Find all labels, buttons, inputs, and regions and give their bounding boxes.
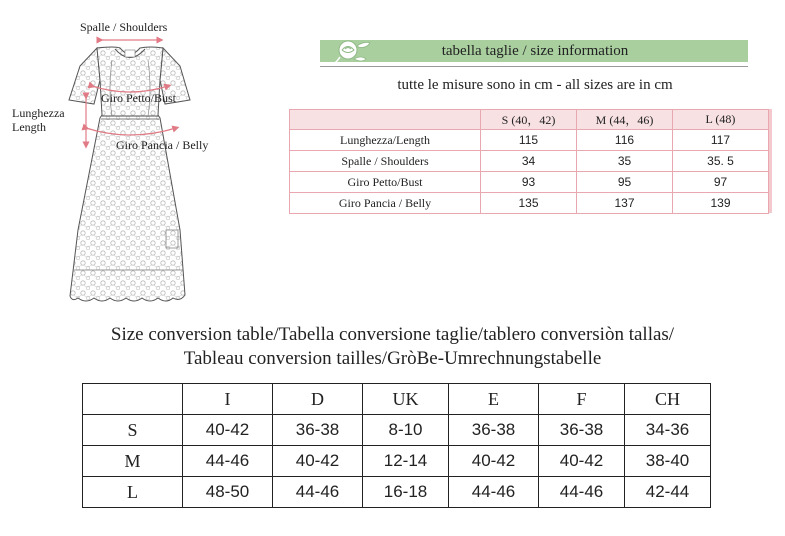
cell-value: 38-40 bbox=[625, 446, 711, 477]
table-row bbox=[290, 172, 769, 193]
col-header-ch: CH bbox=[625, 384, 711, 415]
label-bust: Giro Petto/Bust bbox=[101, 91, 177, 105]
table-corner bbox=[290, 110, 481, 130]
size-info-title: tabella taglie / size information bbox=[441, 43, 629, 59]
table-row bbox=[290, 151, 769, 172]
cell-value: 137 bbox=[577, 193, 673, 214]
cell-value: 44-46 bbox=[183, 446, 273, 477]
dress-illustration bbox=[0, 0, 260, 320]
cell-value: 48-50 bbox=[183, 477, 273, 508]
cell-value: 44-46 bbox=[273, 477, 363, 508]
table-row bbox=[83, 446, 711, 477]
cell-value: 35. 5 bbox=[673, 151, 769, 172]
cell-value: 16-18 bbox=[363, 477, 449, 508]
row-label: L bbox=[83, 477, 183, 508]
row-label: Lunghezza/Length bbox=[290, 130, 481, 151]
rose-icon bbox=[328, 37, 372, 67]
conversion-title-line2: Tableau conversion tailles/GròBe-Umrechnungstabelle bbox=[183, 348, 602, 369]
table-header-row bbox=[290, 110, 769, 130]
col-header-l: L (48) bbox=[673, 110, 769, 130]
cell-value: 40-42 bbox=[273, 446, 363, 477]
table-row bbox=[83, 477, 711, 508]
cell-value: 8-10 bbox=[363, 415, 449, 446]
col-header-d: D bbox=[273, 384, 363, 415]
row-label: Giro Petto/Bust bbox=[290, 172, 481, 193]
conversion-title-line1: Size conversion table/Tabella conversione taglie/tablero conversiòn tallas/ bbox=[110, 324, 675, 345]
cell-value: 139 bbox=[673, 193, 769, 214]
cell-value: 34 bbox=[481, 151, 577, 172]
col-header-uk: UK bbox=[363, 384, 449, 415]
cell-value: 93 bbox=[481, 172, 577, 193]
cell-value: 117 bbox=[673, 130, 769, 151]
dress-left-sleeve bbox=[69, 48, 100, 104]
cell-value: 36-38 bbox=[449, 415, 539, 446]
cell-value: 115 bbox=[481, 130, 577, 151]
col-header-i: I bbox=[183, 384, 273, 415]
col-header-s: S (40，42) bbox=[481, 110, 577, 130]
cell-value: 40-42 bbox=[183, 415, 273, 446]
banner-underline bbox=[320, 66, 748, 67]
col-header-e: E bbox=[449, 384, 539, 415]
cell-value: 95 bbox=[577, 172, 673, 193]
cell-value: 42-44 bbox=[625, 477, 711, 508]
table-row bbox=[290, 130, 769, 151]
cell-value: 34-36 bbox=[625, 415, 711, 446]
cell-value: 35 bbox=[577, 151, 673, 172]
col-header-m: M (44，46) bbox=[577, 110, 673, 130]
cell-value: 40-42 bbox=[539, 446, 625, 477]
row-label: Giro Pancia / Belly bbox=[290, 193, 481, 214]
conversion-corner bbox=[83, 384, 183, 415]
cell-value: 135 bbox=[481, 193, 577, 214]
cell-value: 36-38 bbox=[273, 415, 363, 446]
table-shadow bbox=[769, 109, 772, 213]
conversion-table bbox=[82, 383, 711, 508]
conversion-header-row bbox=[83, 384, 711, 415]
cell-value: 44-46 bbox=[449, 477, 539, 508]
cell-value: 40-42 bbox=[449, 446, 539, 477]
measurement-table bbox=[289, 109, 769, 214]
row-label: M bbox=[83, 446, 183, 477]
cell-value: 12-14 bbox=[363, 446, 449, 477]
cell-value: 97 bbox=[673, 172, 769, 193]
table-row bbox=[290, 193, 769, 214]
row-label: S bbox=[83, 415, 183, 446]
col-header-f: F bbox=[539, 384, 625, 415]
row-label: Spalle / Shoulders bbox=[290, 151, 481, 172]
size-info-subtitle: tutte le misure sono in cm - all sizes are in cm bbox=[397, 77, 673, 93]
label-belly: Giro Pancia / Belly bbox=[116, 138, 209, 152]
cell-value: 44-46 bbox=[539, 477, 625, 508]
cell-value: 36-38 bbox=[539, 415, 625, 446]
cell-value: 116 bbox=[577, 130, 673, 151]
table-row bbox=[83, 415, 711, 446]
label-shoulders: Spalle / Shoulders bbox=[80, 20, 168, 34]
label-length-it: Lunghezza bbox=[12, 106, 65, 120]
label-length-en: Length bbox=[12, 120, 46, 134]
